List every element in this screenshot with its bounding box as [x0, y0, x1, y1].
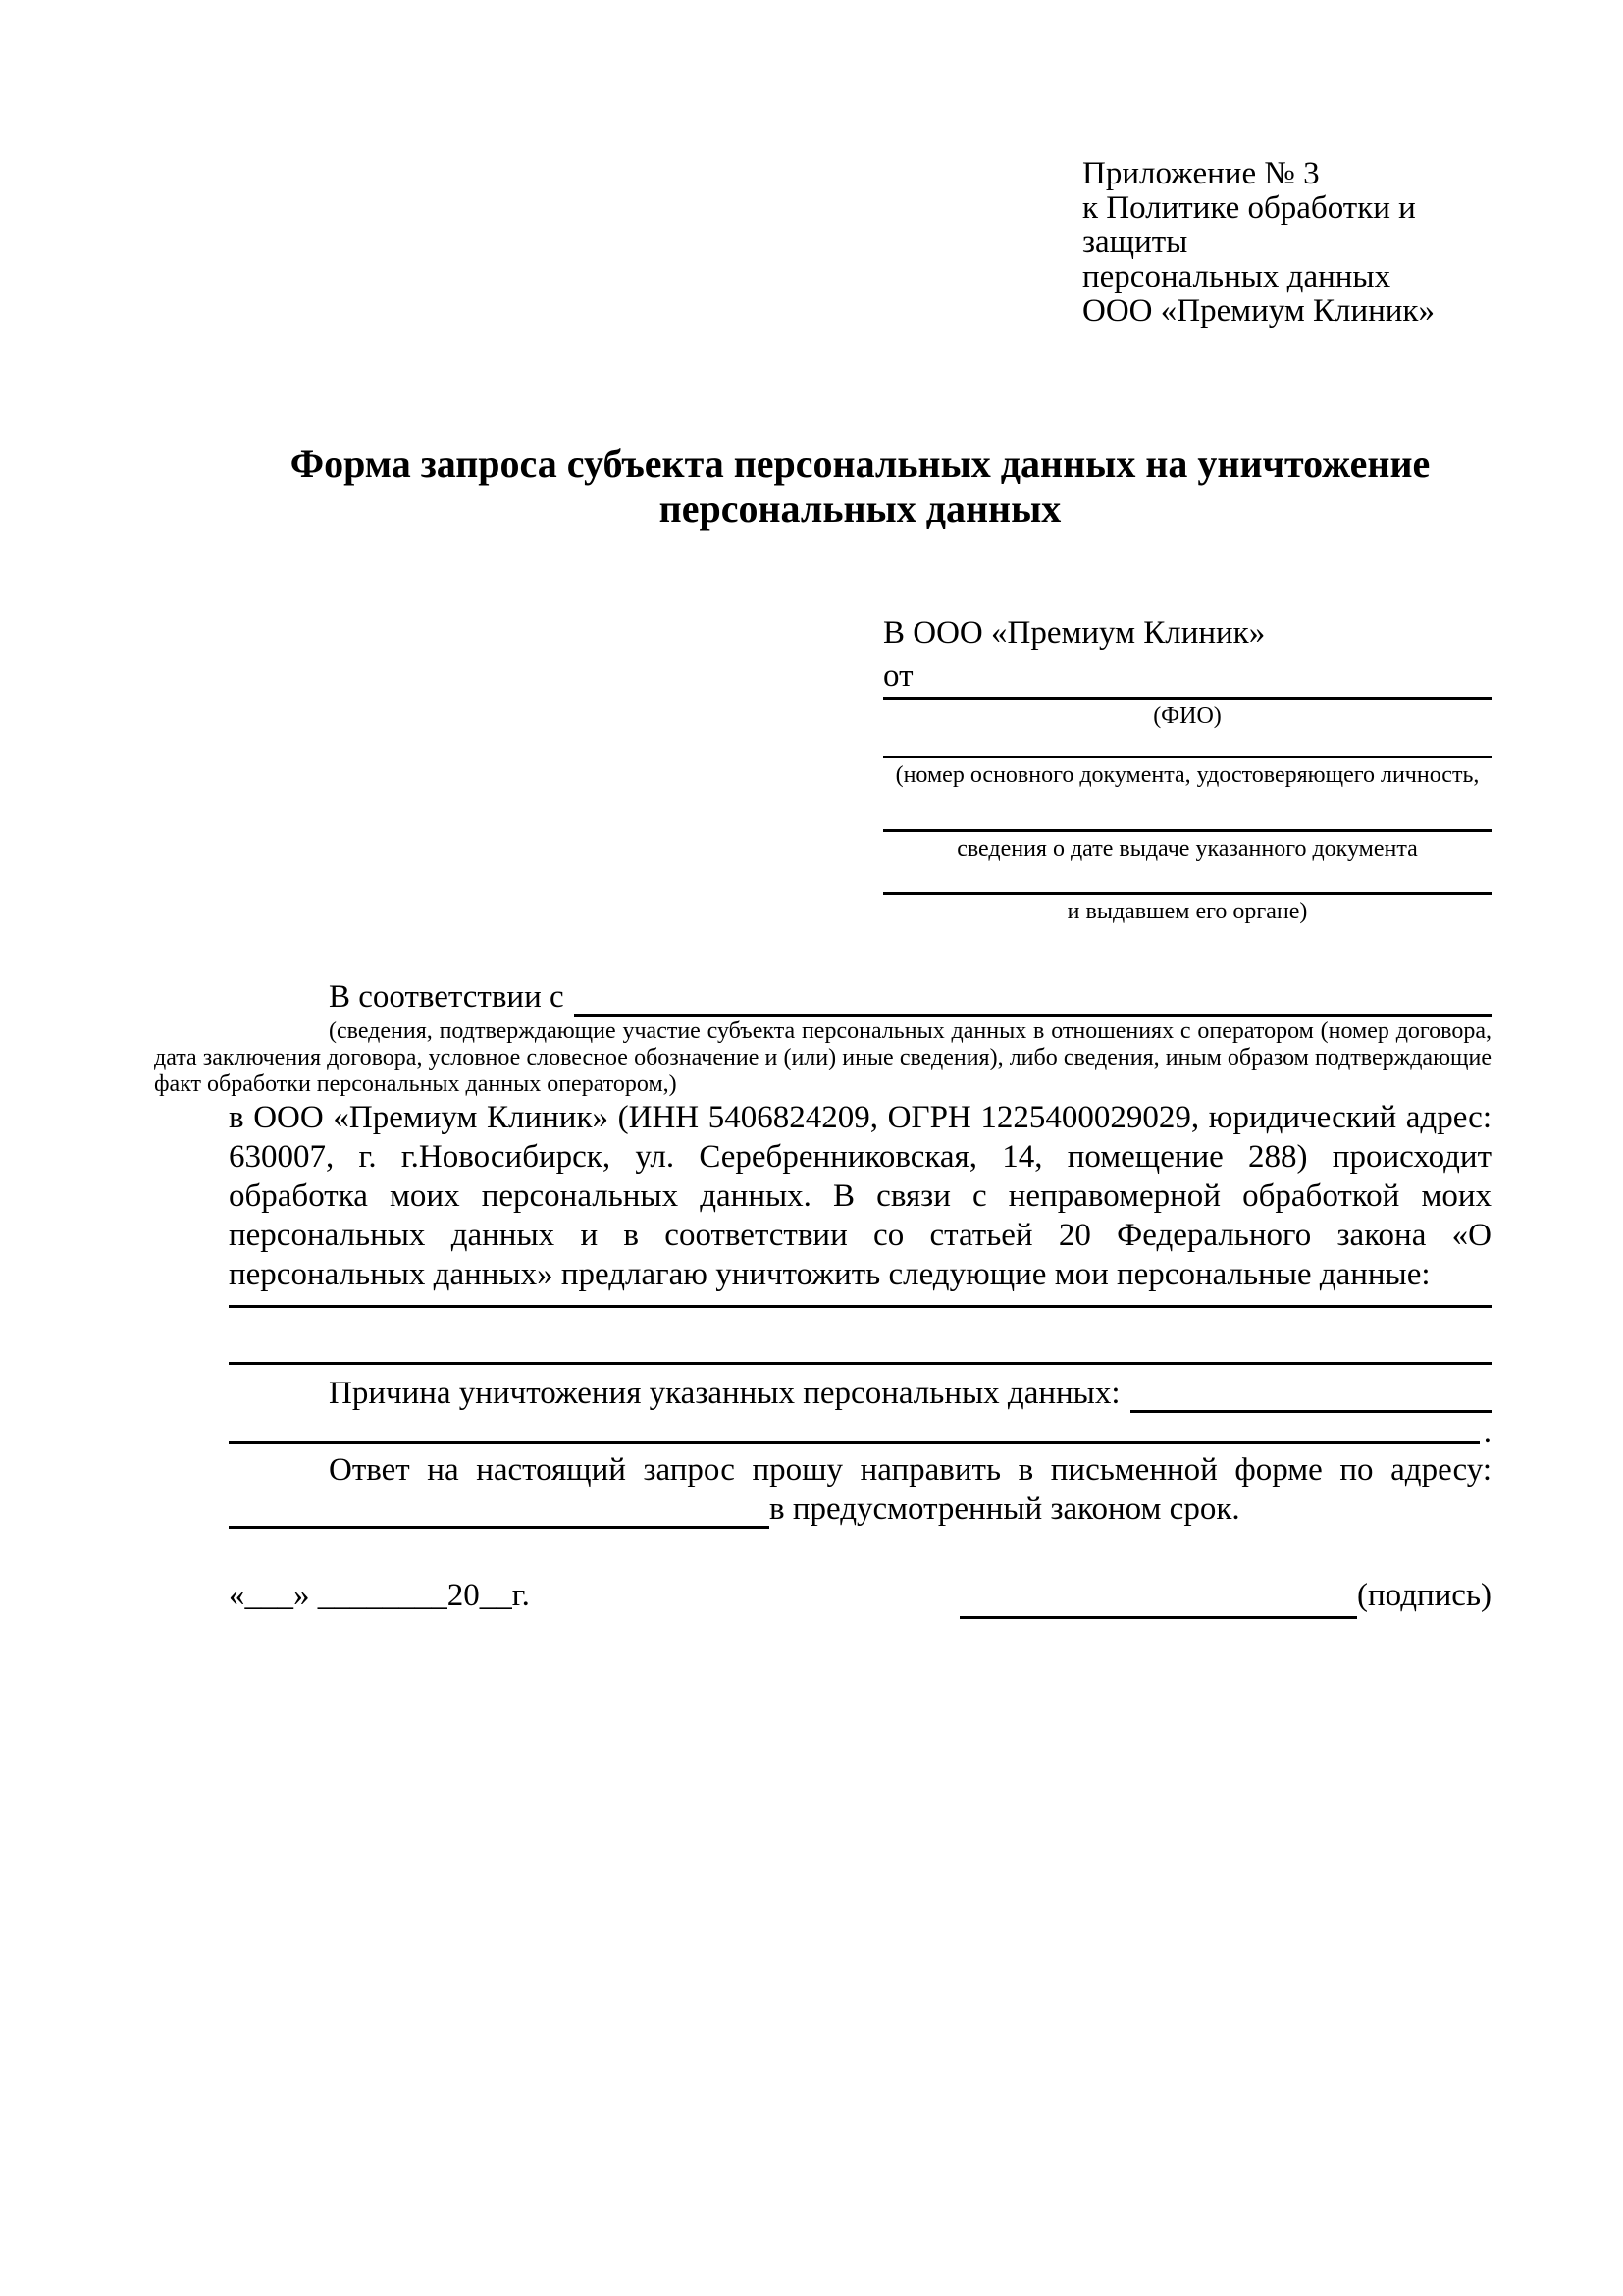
personal-data-ruled-line-1 — [229, 1294, 1492, 1308]
accordance-ruled-line — [574, 977, 1492, 1017]
reason-continuation-row — [229, 1413, 1492, 1450]
annex-block — [1082, 157, 1492, 329]
annex-line: Приложение № 3 — [1082, 156, 1320, 191]
annex-line: к Политике обработки и защиты — [1082, 190, 1416, 260]
reason-ruled-line — [1130, 1374, 1492, 1413]
document-title: Форма запроса субъекта персональных данных на уничтожение персональных данных — [289, 442, 1431, 531]
id-document-caption-2: сведения о дате выдаче указанного документа — [957, 836, 1418, 861]
date-blanks: «___» ________20__г. — [229, 1578, 530, 1613]
id-document-caption-3: и выдавшем его органе) — [1067, 899, 1308, 924]
reason-label: Причина уничтожения указанных персональных данных: — [329, 1376, 1121, 1411]
addressee-block — [883, 613, 1492, 928]
addressee-from-label: от — [883, 656, 1492, 700]
addressee-to: В ООО «Премиум Клиник» — [883, 615, 1266, 651]
fio-caption: (ФИО) — [1153, 704, 1222, 729]
accordance-prefix: В соответствии с — [329, 979, 564, 1015]
sentence-period: . — [1483, 1415, 1492, 1450]
reason-row — [229, 1374, 1492, 1413]
id-document-caption-1: (номер основного документа, удостоверяющего личность, — [895, 762, 1480, 788]
response-sentence: Ответ на настоящий запрос прошу направить в письменной форме по адресу: — [329, 1452, 1492, 1487]
response-address-row — [229, 1489, 1492, 1529]
signature-ruled-line — [960, 1576, 1357, 1619]
id-document-ruled-line — [883, 733, 1492, 758]
signature-caption: (подпись) — [1357, 1578, 1492, 1613]
date-signature-row — [229, 1576, 1492, 1619]
accordance-footnote: (сведения, подтверждающие участие субъекта персональных данных в отношениях с оператором (номер договора, дата заключения договора, условное словесное обозначение и (или) иные сведения), либо сведения, иным образом подтверждающие факт обработки персональных данных оператором,) — [154, 1018, 1492, 1097]
spacer — [530, 1576, 960, 1619]
id-document-ruled-line — [883, 792, 1492, 832]
main-paragraph: в ООО «Премиум Клиник» (ИНН 5406824209, ОГРН 1225400029029, юридический адрес: 630007, г. г.Новосибирск, ул. Серебренниковская, 14, помещение 288) происходит обработка моих персональных данных. В связи с неправомерной обработкой моих персональных данных и в соответствии со статьей 20 Федерального закона «О персональных данных» предлагаю уничтожить следующие мои персональные данные: — [229, 1100, 1492, 1292]
personal-data-ruled-line-2 — [229, 1308, 1492, 1365]
reason-ruled-line-2 — [229, 1413, 1480, 1444]
id-document-ruled-line — [883, 865, 1492, 895]
accordance-row — [229, 977, 1492, 1017]
annex-line: персональных данных — [1082, 259, 1391, 294]
annex-line: ООО «Премиум Клиник» — [1082, 293, 1435, 329]
address-ruled-line — [229, 1489, 769, 1529]
response-tail: в предусмотренный законом срок. — [769, 1491, 1240, 1527]
